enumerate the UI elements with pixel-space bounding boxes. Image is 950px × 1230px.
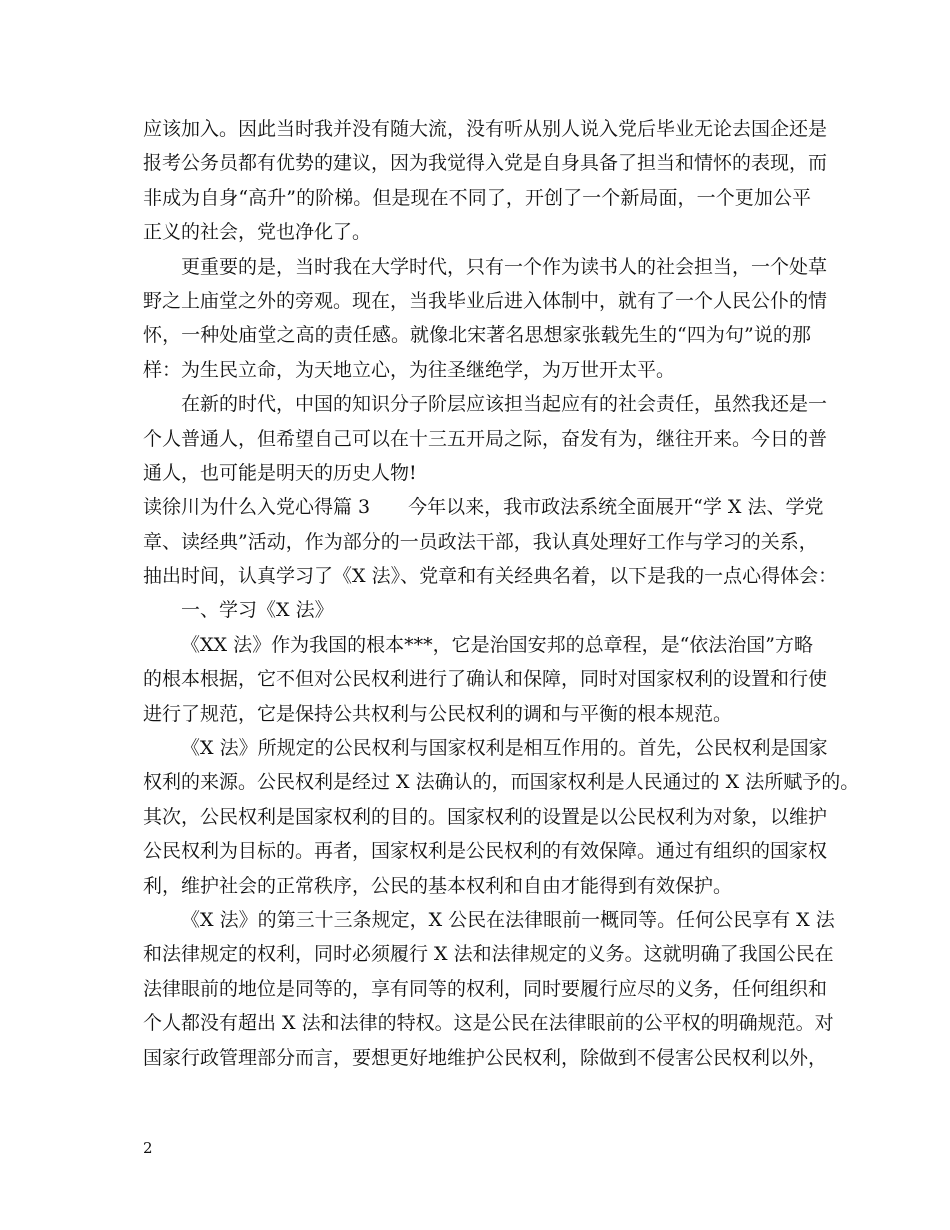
text-line: 其次，公民权利是国家权利的目的。国家权利的设置是以公民权利为对象，以维护 [143, 805, 828, 828]
text-line: 个人普通人，但希望自己可以在十三五开局之际，奋发有为，继往开来。今日的普 [143, 427, 828, 450]
text-line: 个人都没有超出 X 法和法律的特权。这是公民在法律眼前的公平权的明确规范。对 [143, 1012, 834, 1035]
text-line: 《X 法》所规定的公民权利与国家权利是相互作用的。首先，公民权利是国家 [181, 737, 828, 760]
text-line: 通人，也可能是明天的历史人物! [143, 461, 417, 484]
text-line: 样：为生民立命，为天地立心，为往圣继绝学，为万世开太平。 [143, 358, 676, 381]
text-line: 抽出时间，认真学习了《X 法》、党章和有关经典名着，以下是我的一点心得体会： [143, 565, 838, 588]
text-line: 权利的来源。公民权利是经过 X 法确认的，而国家权利是人民通过的 X 法所赋予的。 [143, 771, 860, 794]
text-line: 利，维护社会的正常秩序，公民的基本权利和自由才能得到有效保护。 [143, 874, 733, 897]
text-line: 报考公务员都有优势的建议，因为我觉得入党是自身具备了担当和情怀的表现，而 [143, 152, 828, 175]
text-line: 《XX 法》作为我国的根本***，它是治国安邦的总章程，是“依法治国”方略 [181, 633, 814, 656]
text-line: 读徐川为什么入党心得篇 3 今年以来，我市政法系统全面展开“学 X 法、学党 [143, 496, 824, 519]
text-line: 正义的社会，党也净化了。 [143, 221, 372, 244]
text-line: 一、学习《X 法》 [181, 599, 334, 622]
text-line: 野之上庙堂之外的旁观。现在，当我毕业后进入体制中，就有了一个人民公仆的情 [143, 289, 828, 312]
text-line: 怀，一种处庙堂之高的责任感。就像北宋著名思想家张载先生的“四为句”说的那 [143, 324, 811, 347]
text-line: 进行了规范，它是保持公共权利与公民权利的调和与平衡的根本规范。 [143, 702, 733, 725]
page-number: 2 [143, 1139, 153, 1157]
document-body [143, 112, 860, 1075]
text-line: 非成为自身“高升”的阶梯。但是现在不同了，开创了一个新局面，一个更加公平 [143, 186, 811, 209]
text-line: 更重要的是，当时我在大学时代，只有一个作为读书人的社会担当，一个处草 [181, 255, 828, 278]
text-line: 的根本根据，它不但对公民权利进行了确认和保障，同时对国家权利的设置和行使 [143, 668, 828, 691]
text-line: 《X 法》的第三十三条规定，X 公民在法律眼前一概同等。任何公民享有 X 法 [181, 908, 835, 931]
text-line: 应该加入。因此当时我并没有随大流，没有听从别人说入党后毕业无论去国企还是 [143, 118, 828, 140]
text-line: 国家行政管理部分而言，要想更好地维护公民权利，除做到不侵害公民权利以外， [143, 1046, 828, 1069]
text-line: 公民权利为目标的。再者，国家权利是公民权利的有效保障。通过有组织的国家权 [143, 840, 828, 863]
text-line: 法律眼前的地位是同等的，享有同等的权利，同时要履行应尽的义务，任何组织和 [143, 977, 828, 1000]
text-line: 章、读经典”活动，作为部分的一员政法干部，我认真处理好工作与学习的关系， [143, 530, 818, 553]
text-line: 和法律规定的权利，同时必须履行 X 法和法律规定的义务。这就明确了我国公民在 [143, 943, 834, 966]
text-line: 在新的时代，中国的知识分子阶层应该担当起应有的社会责任，虽然我还是一 [181, 393, 828, 416]
